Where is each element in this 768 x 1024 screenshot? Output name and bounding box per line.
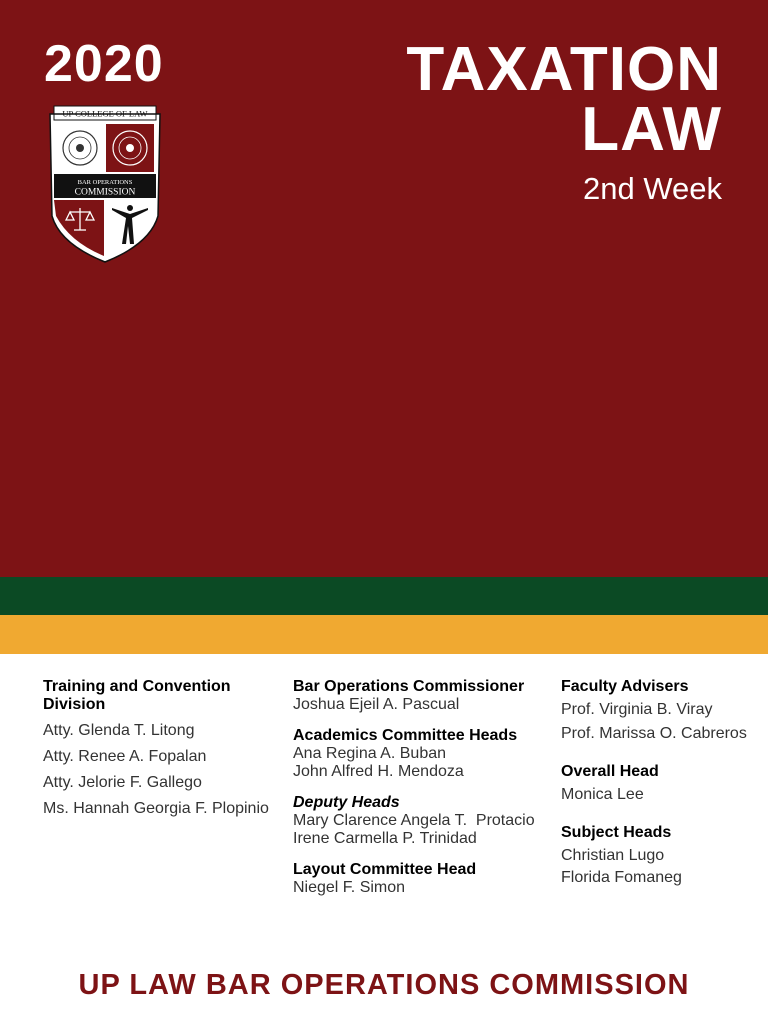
year-label: 2020: [44, 35, 164, 93]
layout-heading: Layout Committee Head: [293, 861, 477, 878]
up-law-crest-logo: [46, 104, 164, 264]
title-line-1: TAXATION: [406, 35, 722, 104]
training-name: Ms. Hannah Georgia F. Plopinio: [43, 800, 269, 817]
academics-name: John Alfred H. Mendoza: [293, 763, 464, 780]
deputy-name: Irene Carmella P. Trinidad: [293, 830, 477, 847]
credits-column-1: [43, 678, 283, 818]
overall-heading: Overall Head: [561, 763, 659, 780]
credits-column-2: [293, 678, 553, 897]
yellow-stripe: [0, 615, 768, 654]
academics-heading: Academics Committee Heads: [293, 727, 518, 744]
subject-heading: Subject Heads: [561, 824, 672, 841]
title-line-2: LAW: [581, 95, 722, 164]
training-name: Atty. Renee A. Fopalan: [43, 748, 207, 765]
credits-column-3: [561, 678, 766, 887]
adviser-name: Prof. Virginia B. Viray: [561, 701, 713, 718]
footer-organization: UP LAW BAR OPERATIONS COMMISSION: [78, 969, 690, 1001]
crest-line2: COMMISSION: [74, 187, 136, 198]
crest-banner-text: UP COLLEGE OF LAW: [62, 108, 148, 119]
deputy-heading: Deputy Heads: [293, 794, 400, 811]
week-subtitle: 2nd Week: [582, 171, 722, 206]
training-heading-line-2: Division: [43, 696, 106, 713]
training-name: Atty. Jelorie F. Gallego: [43, 774, 202, 791]
commissioner-name: Joshua Ejeil A. Pascual: [293, 696, 460, 713]
training-name: Atty. Glenda T. Litong: [43, 722, 195, 739]
commissioner-heading: Bar Operations Commissioner: [293, 678, 525, 695]
subject-name: Christian Lugo: [561, 847, 665, 864]
subject-title: [406, 35, 722, 164]
subject-name: Florida Fomaneg: [561, 869, 682, 886]
training-heading-line-1: Training and Convention: [43, 678, 231, 695]
advisers-heading: Faculty Advisers: [561, 678, 689, 695]
deputy-name: Mary Clarence Angela T. Protacio: [293, 812, 535, 829]
layout-name: Niegel F. Simon: [293, 879, 406, 896]
academics-name: Ana Regina A. Buban: [293, 745, 447, 762]
adviser-name: Prof. Marissa O. Cabreros: [561, 725, 747, 742]
crest-line1: BAR OPERATIONS: [77, 179, 133, 186]
green-stripe: [0, 577, 768, 615]
training-heading: [43, 678, 283, 714]
overall-name: Monica Lee: [561, 786, 644, 803]
